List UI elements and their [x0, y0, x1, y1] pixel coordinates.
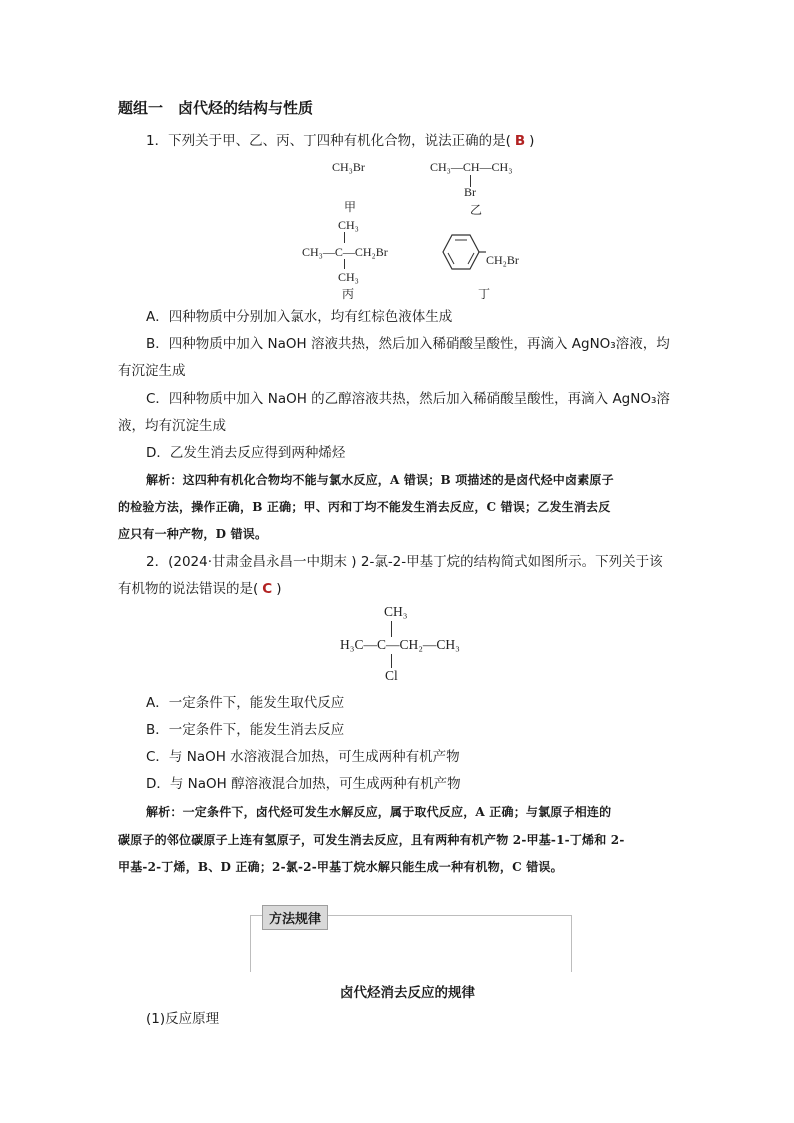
- structure-q2-bond-up: [391, 621, 392, 637]
- structure-jia-label: 甲: [344, 200, 357, 214]
- q1-option-a: A．四种物质中分别加入氯水，均有红棕色液体生成: [146, 309, 453, 325]
- q1-option-d: D．乙发生消去反应得到两种烯烃: [146, 445, 346, 461]
- structure-bing-bottom: CH₃: [338, 270, 359, 284]
- method-title: 卤代烃消去反应的规律: [340, 985, 475, 1001]
- q2-explanation-line-3: 甲基-2-丁烯，B、D 正确；2-氯-2-甲基丁烷水解只能生成一种有机物，C 错误。: [118, 860, 563, 874]
- q1-explanation-line-3: 应只有一种产物，D 错误。: [118, 527, 268, 541]
- structure-q2-bottom: Cl: [385, 668, 398, 683]
- q2-option-d: D．与 NaOH 醇溶液混合加热，可生成两种有机产物: [146, 776, 461, 792]
- q1-explanation-line-2: 的检验方法，操作正确，B 正确；甲、丙和丁均不能发生消去反应，C 错误；乙发生消去反: [118, 500, 611, 514]
- method-subheading: (1)反应原理: [146, 1011, 220, 1027]
- q2-answer: C: [262, 581, 273, 597]
- method-tab: 方法规律: [262, 905, 328, 930]
- structure-bing-bond-down: [344, 259, 345, 269]
- structure-ding-sub: CH₂Br: [486, 253, 519, 267]
- structure-q2-chain: H₃C—C—CH₂—CH₃: [340, 637, 460, 652]
- q1-close: ): [529, 133, 535, 149]
- structure-bing-mid: CH₃—C—CH₂Br: [302, 245, 388, 259]
- benzene-ring-icon: [440, 233, 486, 273]
- q2-option-c: C．与 NaOH 水溶液混合加热，可生成两种有机产物: [146, 749, 460, 765]
- q1-answer: B: [514, 133, 526, 149]
- q2-option-b: B．一定条件下，能发生消去反应: [146, 722, 345, 738]
- question-2-stem-line-1: 2．(2024·甘肃金昌永昌一中期末 ) 2-氯-2-甲基丁烷的结构简式如图所示。下列关于该: [146, 554, 663, 570]
- structure-q2-bond-down: [391, 654, 392, 668]
- q2-explanation-line-2: 碳原子的邻位碳原子上连有氢原子，可发生消去反应，且有两种有机产物 2-甲基-1-丁烯和 2-: [118, 833, 625, 847]
- structure-ding-label: 丁: [478, 287, 491, 301]
- structure-bing-bond-up: [344, 232, 345, 243]
- q2-stem-text: 有机物的说法错误的是(: [118, 581, 259, 597]
- structure-yi-label: 乙: [470, 203, 483, 217]
- section-title: 题组一 卤代烃的结构与性质: [118, 99, 314, 117]
- q1-option-b-cont: 有沉淀生成: [118, 363, 186, 379]
- structure-jia-formula: CH₃Br: [332, 160, 365, 174]
- structure-yi-chain: CH₃—CH—CH₃: [430, 160, 513, 174]
- q2-close: ): [276, 581, 282, 597]
- question-2-stem-line-2: [118, 580, 281, 598]
- structure-yi-sub: Br: [464, 185, 476, 199]
- q1-option-b: B．四种物质中加入 NaOH 溶液共热，然后加入稀硝酸呈酸性，再滴入 AgNO₃溶液，均: [146, 336, 670, 352]
- q2-option-a: A．一定条件下，能发生取代反应: [146, 695, 345, 711]
- structure-bing-top: CH₃: [338, 218, 359, 232]
- q1-option-c: C．四种物质中加入 NaOH 的乙醇溶液共热，然后加入稀硝酸呈酸性，再滴入 AgNO₃溶: [146, 391, 670, 407]
- q1-stem-text: 1．下列关于甲、乙、丙、丁四种有机化合物，说法正确的是(: [146, 133, 511, 149]
- q2-explanation-line-1: 解析：一定条件下，卤代烃可发生水解反应，属于取代反应，A 正确；与氯原子相连的: [146, 805, 612, 819]
- structure-bing-label: 丙: [342, 287, 355, 301]
- q1-option-c-cont: 液，均有沉淀生成: [118, 418, 226, 434]
- question-1-stem: [146, 132, 534, 150]
- structure-q2-top: CH₃: [384, 604, 408, 619]
- q1-explanation-line-1: 解析：这四种有机化合物均不能与氯水反应，A 错误；B 项描述的是卤代烃中卤素原子: [146, 473, 614, 487]
